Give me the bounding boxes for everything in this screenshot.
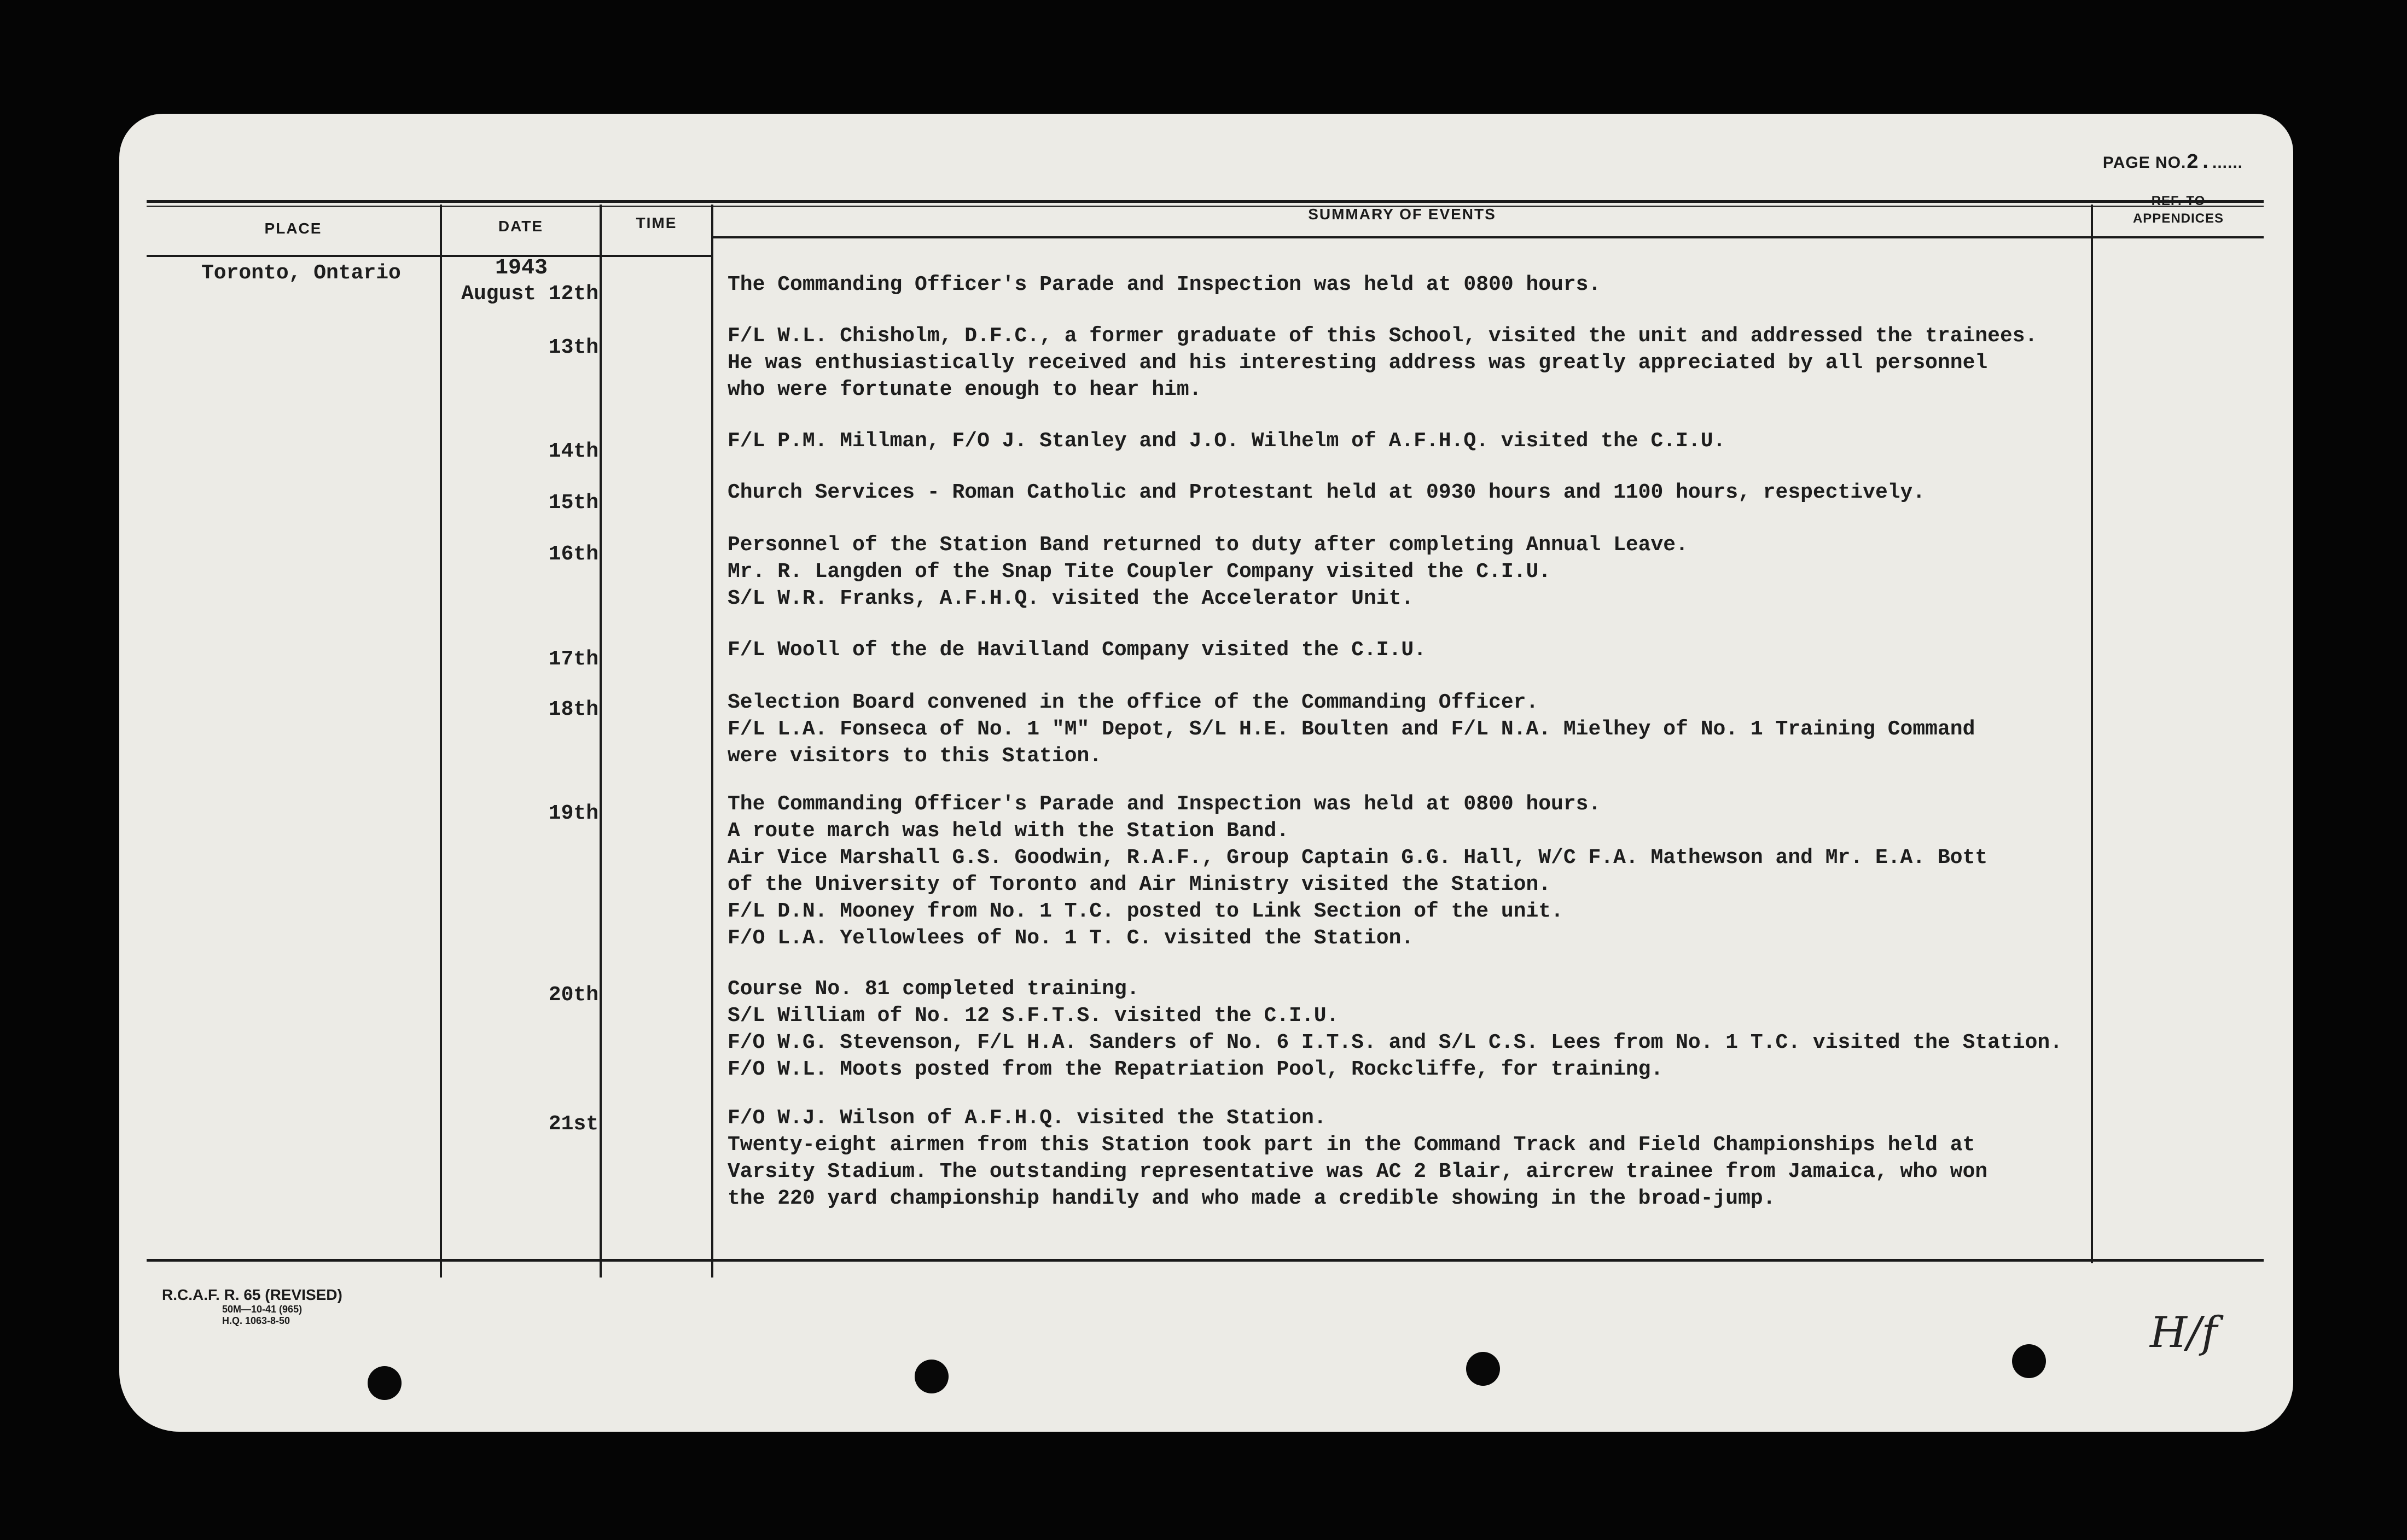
event-line: F/O W.L. Moots posted from the Repatriation Pool, Rockcliffe, for training. [728, 1058, 1664, 1081]
event-line: F/L D.N. Mooney from No. 1 T.C. posted to Link Section of the unit. [728, 900, 1563, 923]
date-entry: August 12th [461, 282, 598, 306]
event-line: S/L W.R. Franks, A.F.H.Q. visited the Accelerator Unit. [728, 587, 1414, 610]
event-entry [728, 271, 1601, 298]
event-entry [728, 791, 1987, 952]
page-number-label: PAGE NO. [2102, 154, 2187, 172]
event-line: the 220 yard championship handily and who made a credible showing in the broad-jump. [728, 1187, 1776, 1210]
event-entry [728, 1105, 1987, 1212]
event-line: F/O W.J. Wilson of A.F.H.Q. visited the Station. [728, 1106, 1327, 1130]
event-line: Selection Board convened in the office of the Commanding Officer. [728, 691, 1539, 714]
event-line: Personnel of the Station Band returned to duty after completing Annual Leave. [728, 533, 1688, 557]
form-identifier [162, 1286, 342, 1327]
place-entry: Toronto, Ontario [201, 261, 401, 285]
form-hq-number: H.Q. 1063-8-50 [222, 1315, 290, 1326]
event-line: F/L W.L. Chisholm, D.F.C., a former graduate of this School, visited the unit and addressed the trainees. [728, 324, 2038, 348]
binder-hole [2012, 1344, 2046, 1378]
header-rule [147, 255, 711, 257]
date-entry: 18th [548, 698, 598, 721]
handwritten-initials: H/f [2150, 1308, 2218, 1357]
event-line: S/L William of No. 12 S.F.T.S. visited the C.I.U. [728, 1004, 1339, 1028]
event-entry [728, 428, 1725, 454]
summary-ref-divider [2091, 205, 2093, 1263]
time-summary-divider [711, 205, 713, 1278]
time-header: TIME [636, 214, 677, 231]
ref-header-line2: APPENDICES [2132, 211, 2224, 226]
date-entry: 17th [548, 648, 598, 671]
form-number: R.C.A.F. R. 65 (REVISED) [162, 1286, 342, 1303]
date-header: DATE [498, 218, 544, 235]
top-rule [147, 200, 2264, 203]
date-column [442, 256, 601, 1295]
page-number-value: 2. [2186, 151, 2212, 174]
event-line: Mr. R. Langden of the Snap Tite Coupler Company visited the C.I.U. [728, 560, 1551, 584]
form-print-run: 50M—10-41 (965) [222, 1304, 303, 1315]
event-line: Air Vice Marshall G.S. Goodwin, R.A.F., Group Captain G.G. Hall, W/C F.A. Mathewson and Mr. E.A. Bott [728, 846, 1988, 870]
date-entry: 13th [548, 336, 598, 359]
date-entry: 21st [548, 1112, 598, 1136]
date-entry: 15th [548, 491, 598, 515]
event-line: were visitors to this Station. [728, 744, 1102, 768]
date-entry: 20th [548, 983, 598, 1007]
event-line: Twenty-eight airmen from this Station took part in the Command Track and Field Championships held at [728, 1133, 1975, 1157]
event-line: F/L P.M. Millman, F/O J. Stanley and J.O. Wilhelm of A.F.H.Q. visited the C.I.U. [728, 429, 1726, 453]
event-line: Varsity Stadium. The outstanding representative was AC 2 Blair, aircrew trainee from Jamaica, who won [728, 1160, 1988, 1183]
place-header: PLACE [264, 220, 322, 237]
date-entry: 16th [548, 542, 598, 566]
ref-header-line1: REF. TO [2151, 194, 2206, 208]
event-entry [728, 976, 2062, 1083]
event-entry [728, 532, 1688, 612]
event-line: who were fortunate enough to hear him. [728, 378, 1202, 401]
date-entry: 19th [548, 802, 598, 825]
event-entry [728, 323, 2037, 403]
page-number: PAGE NO.2....... [2102, 151, 2243, 174]
event-line: The Commanding Officer's Parade and Inspection was held at 0800 hours. [728, 273, 1601, 296]
date-entry: 14th [548, 440, 598, 463]
event-line: F/L Wooll of the de Havilland Company visited the C.I.U. [728, 638, 1427, 662]
ref-header [2093, 192, 2264, 228]
binder-hole [915, 1360, 949, 1393]
summary-header-rule [711, 236, 2264, 238]
event-entry [728, 689, 1975, 769]
event-entry [728, 479, 1925, 506]
event-line: F/O L.A. Yellowlees of No. 1 T. C. visited the Station. [728, 926, 1414, 950]
event-line: F/O W.G. Stevenson, F/L H.A. Sanders of No. 6 I.T.S. and S/L C.S. Lees from No. 1 T.C. visited the Station. [728, 1031, 2062, 1054]
event-line: of the University of Toronto and Air Ministry visited the Station. [728, 873, 1551, 896]
event-line: He was enthusiastically received and his interesting address was greatly appreciated by all personnel [728, 351, 1988, 375]
summary-header: SUMMARY OF EVENTS [1308, 206, 1496, 223]
year: 1943 [495, 256, 548, 281]
event-line: F/L L.A. Fonseca of No. 1 "M" Depot, S/L H.E. Boulten and F/L N.A. Mielhey of No. 1 Training Command [728, 718, 1975, 741]
event-line: A route march was held with the Station Band. [728, 819, 1289, 843]
event-line: Course No. 81 completed training. [728, 977, 1139, 1001]
event-line: Church Services - Roman Catholic and Protestant held at 0930 hours and 1100 hours, respectively. [728, 481, 1926, 504]
binder-hole [368, 1366, 402, 1400]
event-entry [728, 637, 1426, 663]
binder-hole [1466, 1352, 1500, 1386]
event-line: The Commanding Officer's Parade and Inspection was held at 0800 hours. [728, 792, 1601, 816]
